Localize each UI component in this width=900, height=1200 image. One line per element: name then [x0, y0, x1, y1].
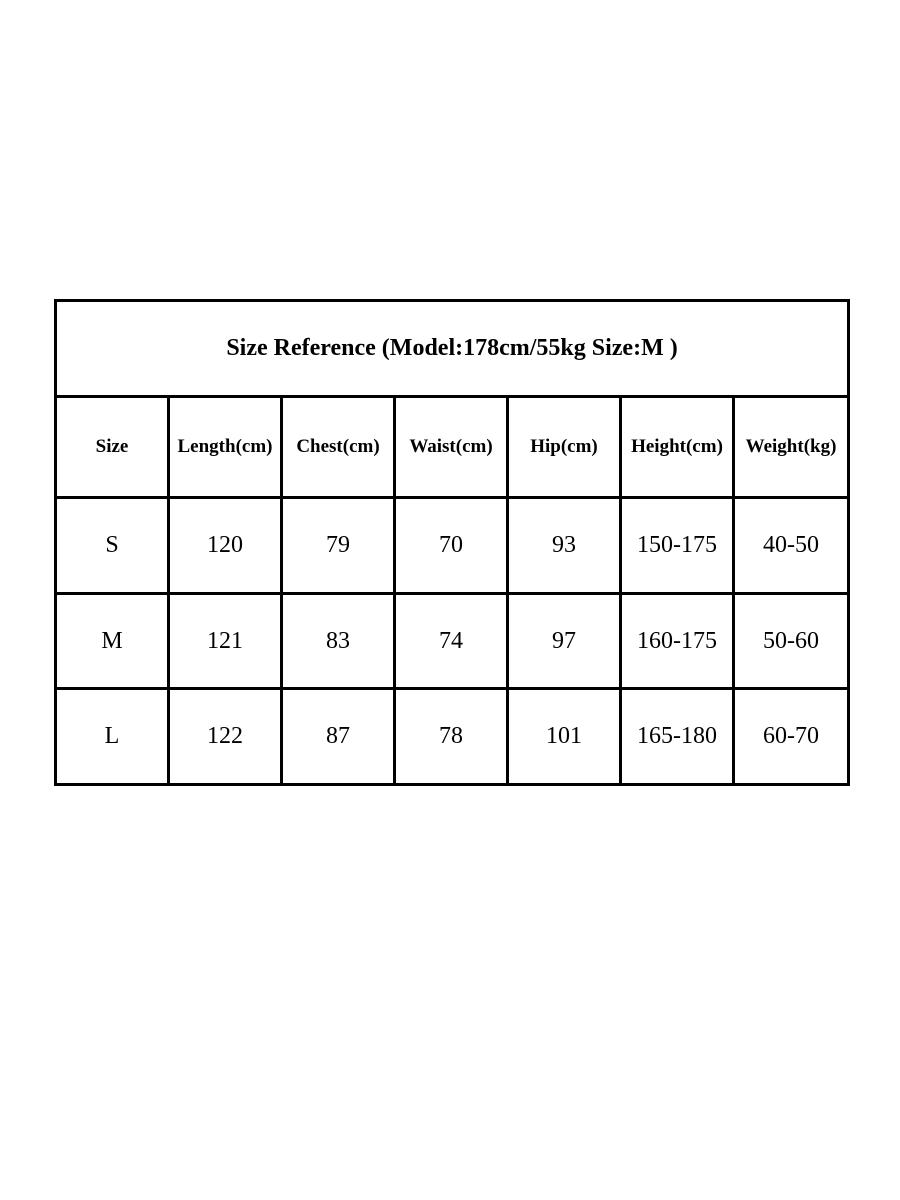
cell-weight: 50-60	[734, 593, 849, 689]
column-header-waist: Waist(cm)	[395, 396, 508, 498]
cell-waist: 74	[395, 593, 508, 689]
cell-chest: 87	[282, 689, 395, 785]
column-header-height: Height(cm)	[621, 396, 734, 498]
table-row-m	[56, 593, 849, 689]
column-header-weight: Weight(kg)	[734, 396, 849, 498]
cell-size: L	[56, 689, 169, 785]
cell-height: 160-175	[621, 593, 734, 689]
cell-hip: 101	[508, 689, 621, 785]
cell-weight: 40-50	[734, 498, 849, 594]
header-row	[56, 396, 849, 498]
cell-length: 121	[169, 593, 282, 689]
cell-length: 122	[169, 689, 282, 785]
cell-size: S	[56, 498, 169, 594]
cell-chest: 83	[282, 593, 395, 689]
table-row-s	[56, 498, 849, 594]
column-header-hip: Hip(cm)	[508, 396, 621, 498]
cell-hip: 93	[508, 498, 621, 594]
cell-size: M	[56, 593, 169, 689]
cell-length: 120	[169, 498, 282, 594]
size-reference-table	[54, 299, 850, 786]
title-row	[56, 301, 849, 397]
cell-waist: 78	[395, 689, 508, 785]
column-header-chest: Chest(cm)	[282, 396, 395, 498]
column-header-size: Size	[56, 396, 169, 498]
cell-height: 150-175	[621, 498, 734, 594]
table-title: Size Reference (Model:178cm/55kg Size:M )	[56, 301, 849, 397]
table-row-l	[56, 689, 849, 785]
cell-chest: 79	[282, 498, 395, 594]
cell-height: 165-180	[621, 689, 734, 785]
cell-waist: 70	[395, 498, 508, 594]
cell-weight: 60-70	[734, 689, 849, 785]
cell-hip: 97	[508, 593, 621, 689]
column-header-length: Length(cm)	[169, 396, 282, 498]
